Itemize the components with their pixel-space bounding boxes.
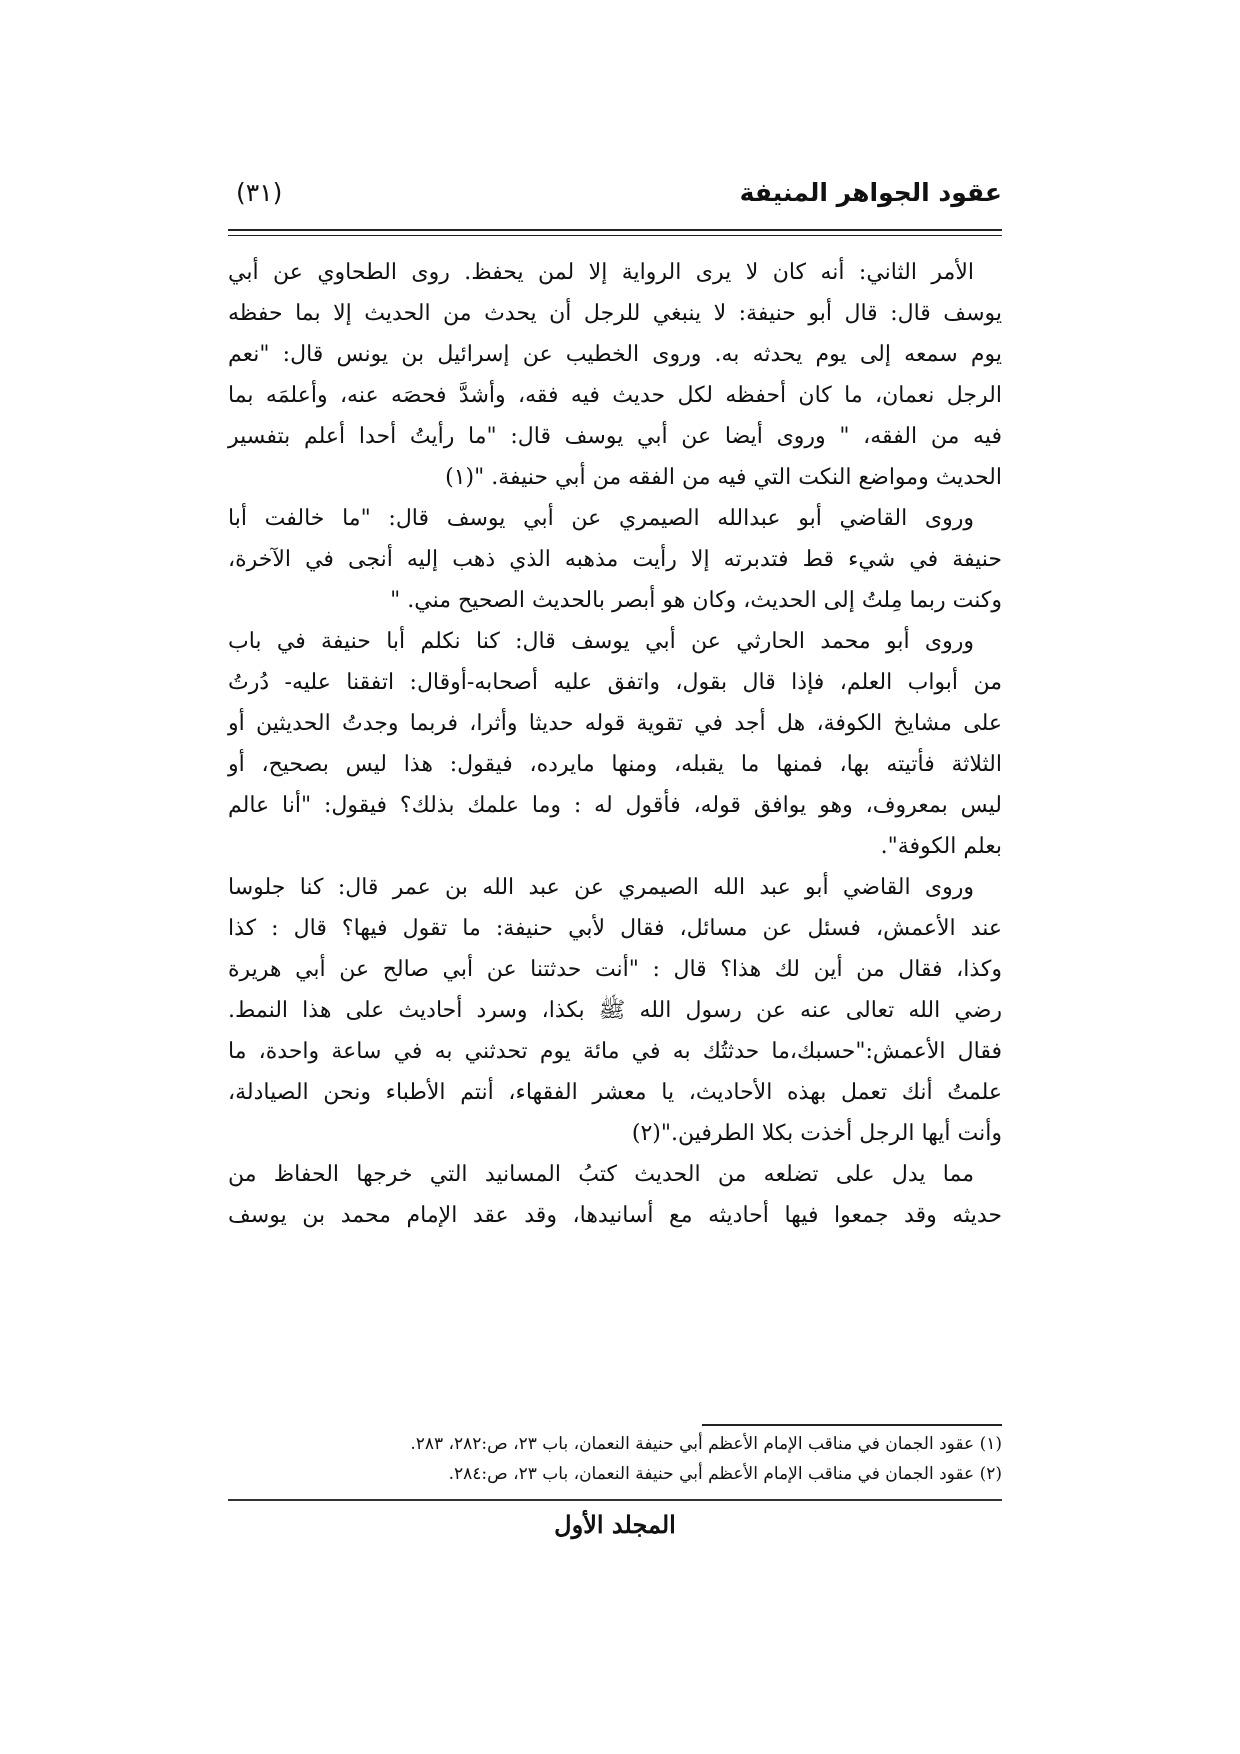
text-line: يوسف قال: قال أبو حنيفة: لا ينبغي للرجل أن يحدث من الحديث إلا بما حفظه <box>228 301 1002 326</box>
text-line: وروى القاضي أبو عبدالله الصيمري عن أبي يوسف قال: "ما خالفت أبا <box>228 506 974 531</box>
paragraph <box>228 621 1002 867</box>
text-line: مما يدل على تضلعه من الحديث كتبُ المسانيد التي خرجها الحفاظ من <box>228 1162 974 1187</box>
paragraph <box>228 252 1002 498</box>
volume-label: المجلد الأول <box>554 1510 676 1539</box>
text-line: فيه من الفقه، " وروى أيضا عن أبي يوسف قال: "ما رأيتُ أحدا أعلم بتفسير <box>228 424 1002 449</box>
text-line: على مشايخ الكوفة، هل أجد في تقوية قوله حديثا وأثرا، فربما وجدتُ الحديثين أو <box>228 711 1002 736</box>
text-line: وروى القاضي أبو عبد الله الصيمري عن عبد الله بن عمر قال: كنا جلوسا <box>228 875 974 900</box>
text-line: وأنت أيها الرجل أخذت بكلا الطرفين."(٢) <box>631 1121 1002 1146</box>
text-line: رضي الله تعالى عنه عن رسول الله ﷺ بكذا، وسرد أحاديث على هذا النمط. <box>228 998 1002 1023</box>
text-line: الحديث ومواضع النكت التي فيه من الفقه من أبي حنيفة. "(١) <box>445 465 1002 490</box>
text-line: الأمر الثاني: أنه كان لا يرى الرواية إلا لمن يحفظ. روى الطحاوي عن أبي <box>228 260 974 285</box>
text-line: حنيفة في شيء قط فتدبرته إلا رأيت مذهبه الذي ذهب إليه أنجى في الآخرة، <box>228 547 1002 572</box>
page-number: (٣١) <box>236 178 283 207</box>
text-line: حديثه وقد جمعوا فيها أحاديثه مع أسانيدها، وقد عقد الإمام محمد بن يوسف <box>228 1203 1002 1228</box>
paragraph <box>228 1154 1002 1236</box>
text-line: فقال الأعمش:"حسبك،ما حدثتُك به في مائة يوم تحدثني به في ساعة واحدة، ما <box>228 1039 1002 1064</box>
body-text <box>228 252 1002 1236</box>
text-line: الرجل نعمان، ما كان أحفظه لكل حديث فيه فقه، وأشدَّ فحصَه عنه، وأعلمَه بما <box>228 383 1002 408</box>
text-line: وروى أبو محمد الحارثي عن أبي يوسف قال: كنا نكلم أبا حنيفة في باب <box>228 629 974 654</box>
footnote-2: (٢) عقود الجمان في مناقب الإمام الأعظم أبي حنيفة النعمان، باب ٢٣، ص:٢٨٤. <box>448 1464 1002 1484</box>
text-line: عند الأعمش، فسئل عن مسائل، فقال لأبي حنيفة: ما تقول فيها؟ قال : كذا <box>228 916 1002 941</box>
paragraph <box>228 498 1002 621</box>
text-line: ليس بمعروف، وهو يوافق قوله، فأقول له : وما علمك بذلك؟ فيقول: "أنا عالم <box>228 793 1002 818</box>
text-line: وكذا، فقال من أين لك هذا؟ قال : "أنت حدثتنا عن أبي صالح عن أبي هريرة <box>228 957 1002 982</box>
text-line: بعلم الكوفة". <box>880 834 1002 859</box>
text-line: يوم سمعه إلى يوم يحدثه به. وروى الخطيب عن إسرائيل بن يونس قال: "نعم <box>228 342 1002 367</box>
text-line: علمتُ أنك تعمل بهذه الأحاديث، يا معشر الفقهاء، أنتم الأطباء ونحن الصيادلة، <box>228 1080 1002 1105</box>
text-line: وكنت ربما مِلتُ إلى الحديث، وكان هو أبصر بالحديث الصحيح مني. " <box>390 588 1002 613</box>
footnote-separator <box>702 1424 1002 1426</box>
footer-rule <box>228 1499 1002 1501</box>
book-title: عقود الجواهر المنيفة <box>739 178 1002 207</box>
header-double-rule <box>228 229 1002 236</box>
page-header <box>228 178 1002 222</box>
footnote-1: (١) عقود الجمان في مناقب الإمام الأعظم أبي حنيفة النعمان، باب ٢٣، ص:٢٨٢، ٢٨٣. <box>410 1434 1002 1454</box>
text-line: من أبواب العلم، فإذا قال بقول، واتفق عليه أصحابه-أوقال: اتفقنا عليه- دُرتُ <box>228 670 1002 695</box>
text-line: الثلاثة فأتيته بها، فمنها ما يقبله، ومنها مايرده، فيقول: هذا ليس بصحيح، أو <box>228 752 1002 777</box>
paragraph <box>228 867 1002 1154</box>
